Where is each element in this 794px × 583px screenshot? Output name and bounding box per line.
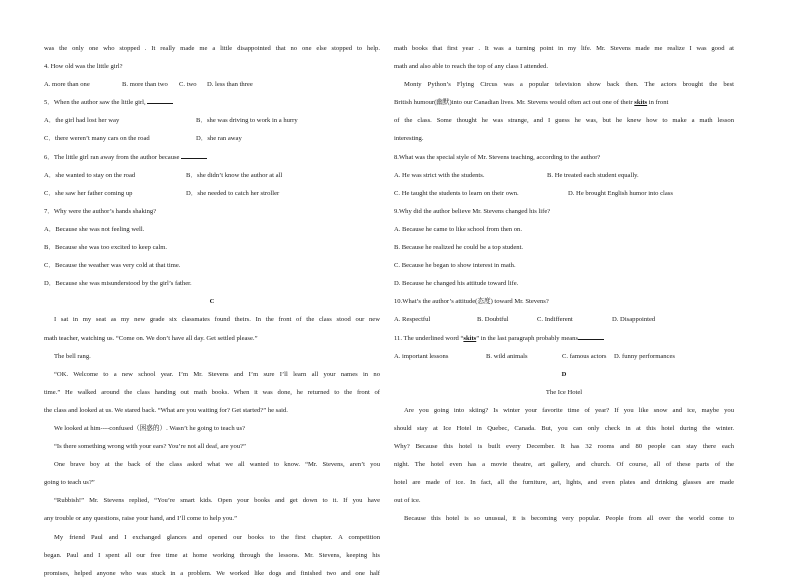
paragraph-line: “Rubbish!” Mr. Stevens replied, “You’re smart kids. Open your books and get down to it. If you have [54, 497, 380, 505]
section-d-heading: D [561, 370, 567, 378]
paragraph-line: the class and looked at us. We stared back. “What are you waiting for? Get started?” he said. [44, 406, 288, 414]
q10-option-b[interactable]: B. Doubtful [477, 316, 509, 324]
q11-option-d[interactable]: D. funny performances [614, 352, 675, 360]
q11-option-a[interactable]: A. important lessons [394, 352, 449, 360]
passage-b-ending: was the only one who stopped . It really made me a little disappointed that no one else stopped to help. [44, 45, 380, 52]
paragraph-line: began. Paul and I spent all our free time at home working through the lessons. Mr. Stevens, keeping his [44, 551, 380, 559]
q5-option-a[interactable]: A．the girl had lost her way [44, 117, 120, 125]
q5-option-d[interactable]: D．she ran away [196, 135, 242, 143]
paragraph-line: of the class. Some thought he was strange, and I guess he was, but he knew how to make a math lesson [394, 117, 734, 125]
question-8: 8.What was the special style of Mr. Stevens teaching, according to the author? [394, 153, 601, 161]
q7-option-d[interactable]: D．Because she was misunderstood by the girl’s father. [44, 280, 192, 288]
q8-option-a[interactable]: A. He was strict with the students. [394, 171, 485, 179]
paragraph-text: in front [648, 99, 669, 107]
question-11-text: 11. The underlined word “ [394, 334, 464, 342]
q4-option-a[interactable]: A. more than one [44, 81, 90, 89]
right-column [394, 40, 734, 529]
question-5 [44, 94, 380, 112]
paragraph-text: British humour(幽默)into our Canadian lives. Mr. Stevens would often act out one of their [394, 99, 633, 107]
underlined-word-skits: skits [634, 99, 648, 107]
question-11-options [394, 348, 734, 366]
paragraph-line: “OK. Welcome to a new school year. I’m Mr. Stevens and I’m sure I’ll learn all your names in no [54, 370, 380, 378]
question-6 [44, 149, 380, 167]
paragraph-line: hotel are made of ice. In fact, all the furniture, art, lights, and even plates and drinking glasses are made [394, 479, 734, 487]
q5-option-c[interactable]: C．there weren’t many cars on the road [44, 135, 150, 143]
q10-option-d[interactable]: D. Disappointed [612, 316, 656, 324]
q8-option-c[interactable]: C. He taught the students to learn on their own. [394, 189, 519, 197]
paragraph-line: I sat in my seat as my new grade six classmates found theirs. In the front of the class stood our new [54, 316, 380, 324]
q7-option-a[interactable]: A．Because she was not feeling well. [44, 225, 145, 233]
q9-option-d[interactable]: D. Because he changed his attitude toward life. [394, 280, 519, 288]
paragraph-line: Why? Because this hotel is built every December. It has 32 rooms and 80 people can stay there each [394, 443, 734, 451]
question-4-options [44, 76, 380, 94]
answer-blank [147, 97, 173, 104]
question-5-options-row2 [44, 130, 380, 148]
q9-option-c[interactable]: C. Because he began to show interest in math. [394, 262, 516, 270]
paragraph-line: any trouble or any questions, raise your hand, and I’ll come to help you.” [44, 515, 237, 523]
paragraph-line: going to teach us?” [44, 479, 95, 487]
q7-option-c[interactable]: C．Because the weather was very cold at that time. [44, 262, 181, 270]
question-5-options-row1 [44, 112, 380, 130]
q6-option-b[interactable]: B．she didn’t know the author at all [186, 171, 283, 179]
q8-option-d[interactable]: D. He brought English humor into class [568, 189, 673, 197]
question-8-options-row1 [394, 167, 734, 185]
paragraph-line: Are you going into skiing? Is winter your favorite time of year? If you like snow and ice, maybe you [404, 406, 734, 414]
q9-option-a[interactable]: A. Because he came to like school from then on. [394, 225, 522, 233]
paragraph-line: “Is there something wrong with your ears? You’re not all deaf, are you?” [54, 443, 246, 451]
q11-option-c[interactable]: C. famous actors [562, 352, 607, 360]
q4-option-d[interactable]: D. less than three [207, 81, 253, 89]
q4-option-b[interactable]: B. more than two [122, 81, 168, 89]
q6-option-d[interactable]: D．she needed to catch her stroller [186, 189, 280, 197]
question-5-text: 5．When the author saw the little girl, [44, 99, 146, 107]
q6-option-a[interactable]: A．she wanted to stay on the road [44, 171, 136, 179]
paragraph-line: promises, helped anyone who was stuck in a problem. We worked like dogs and finished two and one half [44, 569, 380, 577]
q8-option-b[interactable]: B. He treated each student equally. [547, 171, 639, 179]
question-11 [394, 330, 734, 348]
question-8-options-row2 [394, 185, 734, 203]
q11-option-b[interactable]: B. wild animals [486, 352, 528, 360]
question-6-options-row2 [44, 185, 380, 203]
paragraph-line: Monty Python’s Flying Circus was a popular television show back then. The actors brought the best [404, 81, 734, 89]
underlined-word-skits: skits [463, 334, 477, 342]
paragraph-line: Because this hotel is so unusual, it is becoming very popular. People from all over the world come to [404, 515, 734, 523]
question-6-text: 6．The little girl ran away from the author because [44, 153, 180, 161]
paragraph-line: We looked at him----confused（困惑的）. Wasn’t he going to teach us? [54, 424, 246, 432]
paragraph-line: night. The hotel even has a movie theatre, art gallery, and church. Of course, all of these parts of the [394, 461, 734, 469]
q10-option-a[interactable]: A. Respectful [394, 316, 431, 324]
paragraph-line: math and also able to reach the top of any class I attended. [394, 63, 548, 71]
question-10-options [394, 311, 734, 329]
paragraph-line: interesting. [394, 135, 424, 143]
paragraph-line: time.” He walked around the class handing out math books. When it was done, he returned to the front of [44, 388, 380, 396]
question-6-options-row1 [44, 167, 380, 185]
q7-option-b[interactable]: B．Because she was too excited to keep calm. [44, 244, 168, 252]
paragraph-line: The bell rang. [54, 352, 91, 360]
question-7: 7．Why were the author’s hands shaking? [44, 207, 157, 215]
question-10: 10.What’s the author’s attitude(态度) toward Mr. Stevens? [394, 298, 549, 306]
paragraph-line [394, 94, 734, 112]
paragraph-line: One brave boy at the back of the class asked what we all wanted to know. “Mr. Stevens, aren’t you [54, 461, 380, 469]
paragraph-line: My friend Paul and I exchanged glances and opened our books to the first chapter. A competition [54, 533, 380, 541]
section-c-heading: C [209, 298, 215, 306]
q10-option-c[interactable]: C. Indifferent [537, 316, 573, 324]
question-9: 9.Why did the author believe Mr. Stevens changed his life? [394, 207, 551, 215]
answer-blank [578, 333, 604, 340]
question-11-text: ” in the last paragraph probably means [476, 334, 579, 342]
paragraph-line: math books that first year . It was a turning point in my life. Mr. Stevens made me realize I was good at [394, 45, 734, 52]
passage-title: The Ice Hotel [545, 388, 583, 396]
q6-option-c[interactable]: C．she saw her father coming up [44, 189, 133, 197]
q4-option-c[interactable]: C. two [179, 81, 197, 89]
q9-option-b[interactable]: B. Because he realized he could be a top student. [394, 244, 524, 252]
paragraph-line: should stay at Ice Hotel in Quebec, Canada. But, you can only check in at this hotel during the winter. [394, 424, 734, 432]
question-4: 4. How old was the little girl? [44, 63, 123, 71]
answer-blank [181, 152, 207, 159]
q5-option-b[interactable]: B．she was driving to work in a hurry [196, 117, 298, 125]
paragraph-line: out of ice. [394, 497, 421, 505]
left-column [44, 40, 380, 583]
paragraph-line: math teacher, watching us. “Come on. We don’t have all day. Get settled please.” [44, 334, 258, 342]
